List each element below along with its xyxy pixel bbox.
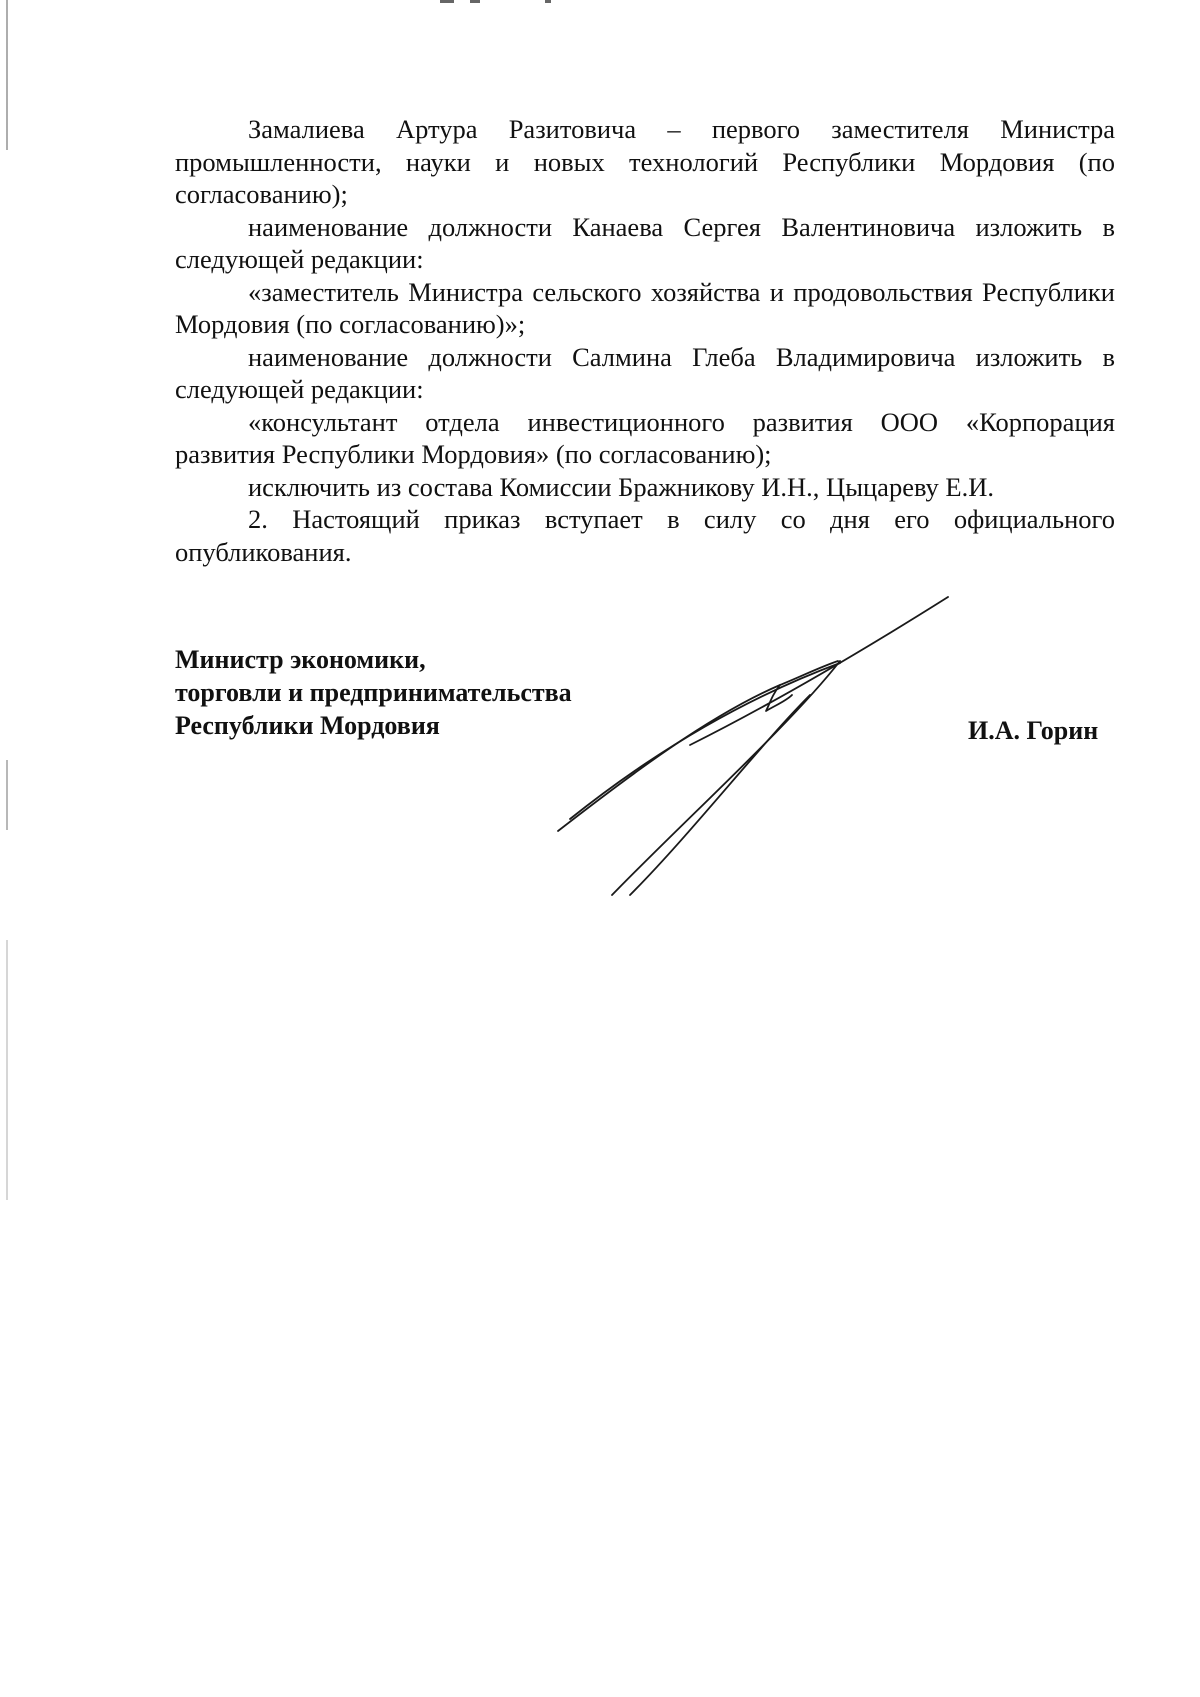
signatory-name: И.А. Горин: [968, 716, 1099, 745]
handwritten-signature: [540, 595, 960, 915]
paragraph: Замалиева Артура Разитовича – первого заместителя Министра промышленности, науки и новых технологий Республики Мордовия (по согласованию);: [175, 114, 1115, 209]
paragraph: исключить из состава Комиссии Бражникову И.Н., Цыцареву Е.И.: [248, 471, 995, 502]
signatory-title-line: Министр экономики,: [175, 645, 426, 674]
paragraph: наименование должности Канаева Сергея Валентиновича изложить в следующей редакции:: [175, 211, 1115, 274]
paragraph: «консультант отдела инвестиционного развития ООО «Корпорация развития Республики Мордовия» (по согласованию);: [175, 406, 1115, 469]
scan-edge-artifact: [6, 0, 8, 1697]
paragraph: наименование должности Салмина Глеба Владимировича изложить в следующей редакции:: [175, 341, 1115, 404]
signature-stroke: [558, 661, 838, 831]
document-body: [175, 113, 1115, 568]
signatory-title-line: торговли и предпринимательства: [175, 678, 572, 707]
scan-top-marks: [440, 0, 560, 4]
paragraph: 2. Настоящий приказ вступает в силу со дня его официального опубликования.: [175, 504, 1115, 567]
signatory-title-line: Республики Мордовия: [175, 711, 440, 740]
paragraph: «заместитель Министра сельского хозяйства и продовольствия Республики Мордовия (по согласованию)»;: [175, 276, 1115, 339]
signature-stroke: [612, 661, 840, 895]
signature-stroke: [630, 695, 810, 895]
signatory-title: [175, 643, 572, 742]
